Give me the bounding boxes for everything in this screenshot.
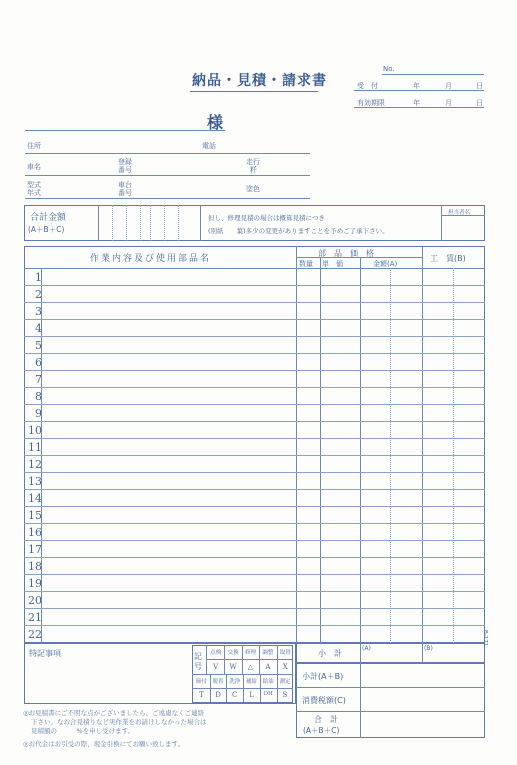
row-number: 20 [28, 594, 42, 607]
row-number: 14 [28, 492, 42, 505]
row-line [24, 336, 485, 337]
row-line [24, 591, 485, 592]
row-number: 13 [28, 475, 42, 488]
row-line [24, 625, 485, 626]
grand-total-label: 合 計 [314, 715, 338, 724]
received-month: 月 [445, 82, 452, 90]
mileage-label-1: 走行 [246, 158, 260, 166]
row-number: 8 [35, 390, 42, 403]
row-line [24, 455, 485, 456]
estimate-note-1: 但し、修理見積の場合は概算見積につき [208, 214, 325, 222]
model-label-2: 年式 [27, 189, 41, 197]
row-number: 2 [35, 288, 42, 301]
row-line [24, 302, 485, 303]
car-name-label: 車名 [27, 163, 41, 171]
customer-honorific: 様 [207, 113, 224, 132]
symbol-cell: OH [263, 691, 273, 697]
parts-price-header: 部 品 価 格 [318, 249, 374, 258]
row-number: 18 [28, 560, 42, 573]
total-note-divider [200, 205, 201, 241]
unit-price-header: 単 価 [322, 260, 343, 268]
symbol-cell: V [213, 663, 219, 671]
mileage-label-2: 粁 [250, 166, 257, 174]
row-number: 17 [28, 543, 42, 556]
qty-header: 数量 [299, 260, 313, 268]
row-line [24, 489, 485, 490]
header-bottom-line [24, 268, 485, 269]
footer-note-3: 見積額の %を申し受けます。 [31, 727, 135, 735]
chassis-label-2: 番号 [118, 189, 132, 197]
row-number: 11 [28, 441, 42, 454]
row-line [24, 574, 485, 575]
received-label: 受 付 [357, 82, 378, 90]
row-line [24, 506, 485, 507]
row-number: 16 [28, 526, 42, 539]
row-line [24, 319, 485, 320]
total-amount-box [24, 205, 485, 241]
symbol-cell: 締付 [195, 679, 207, 685]
staff-divider [441, 205, 442, 241]
row-line [24, 540, 485, 541]
symbol-cell: 交換 [227, 650, 239, 656]
row-line [24, 370, 485, 371]
symbol-cell: 脱着 [212, 679, 224, 685]
symbol-cell: W [229, 663, 237, 671]
subtotal-label: 小 計 [318, 649, 342, 658]
symbol-cell: 洗浄 [229, 679, 241, 685]
symbol-cell: 測定 [279, 679, 291, 685]
symbol-cell: 修理 [244, 650, 256, 656]
row-number: 21 [28, 611, 42, 624]
received-line [354, 90, 484, 91]
footer-note-4: ◎お代金はお引受の際、現金引換にてお願い致します。 [23, 740, 185, 748]
row-number: 6 [35, 356, 42, 369]
color-label: 塗色 [246, 185, 260, 193]
address-label: 住所 [27, 142, 41, 150]
labor-divider [422, 246, 423, 643]
symbol-cell: 点検 [210, 650, 222, 656]
total-amount-label: 合計金額 [30, 213, 67, 223]
row-line [24, 438, 485, 439]
estimate-note-2: (別紙 葉)多少の変更がありますことを予めご了承下さい。 [208, 227, 389, 235]
row-number: 10 [28, 424, 42, 437]
row-line [24, 404, 485, 405]
valid-line [354, 107, 484, 108]
row-number: 5 [35, 339, 42, 352]
registration-label-2: 番号 [118, 166, 132, 174]
row-number: 15 [28, 509, 42, 522]
row-number: 22 [28, 628, 42, 641]
footer-note-2: 下さい。なお合見積りなど実作業をお請けしなかった場合は [31, 718, 207, 726]
symbol-cell: 調整 [262, 650, 274, 656]
title-underline [190, 91, 318, 92]
symbol-cell: S [282, 691, 288, 699]
row-line [24, 523, 485, 524]
chassis-label-1: 車台 [118, 181, 132, 189]
row-line [24, 557, 485, 558]
work-header: 作業内容及び使用部品名 [90, 254, 212, 264]
symbol-legend-label: 記号 [194, 652, 202, 671]
tax-label: 消費税額(C) [302, 696, 346, 705]
model-line [25, 198, 310, 199]
symbol-cell: D [215, 691, 221, 699]
model-label-1: 型式 [27, 181, 41, 189]
symbol-cell: △ [247, 663, 254, 671]
valid-label: 有効期限 [357, 99, 385, 107]
footer-note-1: ◎お見積書にご不明な点がございましたら、ご遠慮なくご連絡 [23, 709, 205, 717]
work-table [24, 246, 485, 643]
valid-year: 年 [413, 99, 420, 107]
registration-label-1: 登録 [118, 158, 132, 166]
row-number: 12 [28, 458, 42, 471]
row-number: 19 [28, 577, 42, 590]
row-line [24, 421, 485, 422]
total-divider [98, 205, 99, 241]
labor-subtotal-mark: (B) [424, 645, 433, 652]
symbol-cell: X [282, 663, 288, 671]
row-number: 9 [35, 407, 42, 420]
row-number: 4 [35, 322, 42, 335]
total-amount-formula: (A＋B＋C) [28, 225, 65, 234]
row-number: 3 [35, 305, 42, 318]
row-line [24, 353, 485, 354]
row-number: 1 [35, 271, 42, 284]
row-number: 7 [35, 373, 42, 386]
symbol-cell: 取替 [279, 650, 291, 656]
symbol-cell: 給油 [262, 679, 274, 685]
received-year: 年 [413, 82, 420, 90]
row-line [24, 285, 485, 286]
staff-label: 担当者名 [448, 210, 471, 216]
car-line [25, 175, 310, 176]
row-line [24, 472, 485, 473]
form-code: B-171 [482, 630, 488, 647]
symbol-cell: 補給 [245, 679, 257, 685]
row-line [24, 608, 485, 609]
amount-header: 金額(A) [373, 260, 398, 268]
received-day: 日 [476, 82, 483, 90]
amount-subtotal-mark: (A) [362, 645, 371, 652]
symbol-cell: C [232, 691, 238, 699]
grand-total-formula: (A＋B＋C) [303, 726, 340, 735]
phone-label: 電話 [202, 142, 216, 150]
remarks-label: 特記事項 [29, 649, 61, 658]
no-line [382, 74, 484, 75]
valid-day: 日 [476, 99, 483, 107]
subtotal-ab-label: 小計(A＋B) [302, 672, 344, 681]
document-title: 納品・見積・請求書 [192, 73, 327, 89]
symbol-cell: L [249, 691, 254, 699]
symbol-cell: A [265, 663, 271, 671]
valid-month: 月 [445, 99, 452, 107]
labor-header: 工 賃(B) [430, 254, 466, 263]
subtotal-box [296, 643, 485, 663]
address-line [25, 153, 310, 154]
row-line [24, 387, 485, 388]
no-label: No. [383, 65, 395, 73]
parts-left-divider [296, 246, 297, 643]
customer-name-line [25, 130, 225, 131]
symbol-cell: T [199, 691, 204, 699]
